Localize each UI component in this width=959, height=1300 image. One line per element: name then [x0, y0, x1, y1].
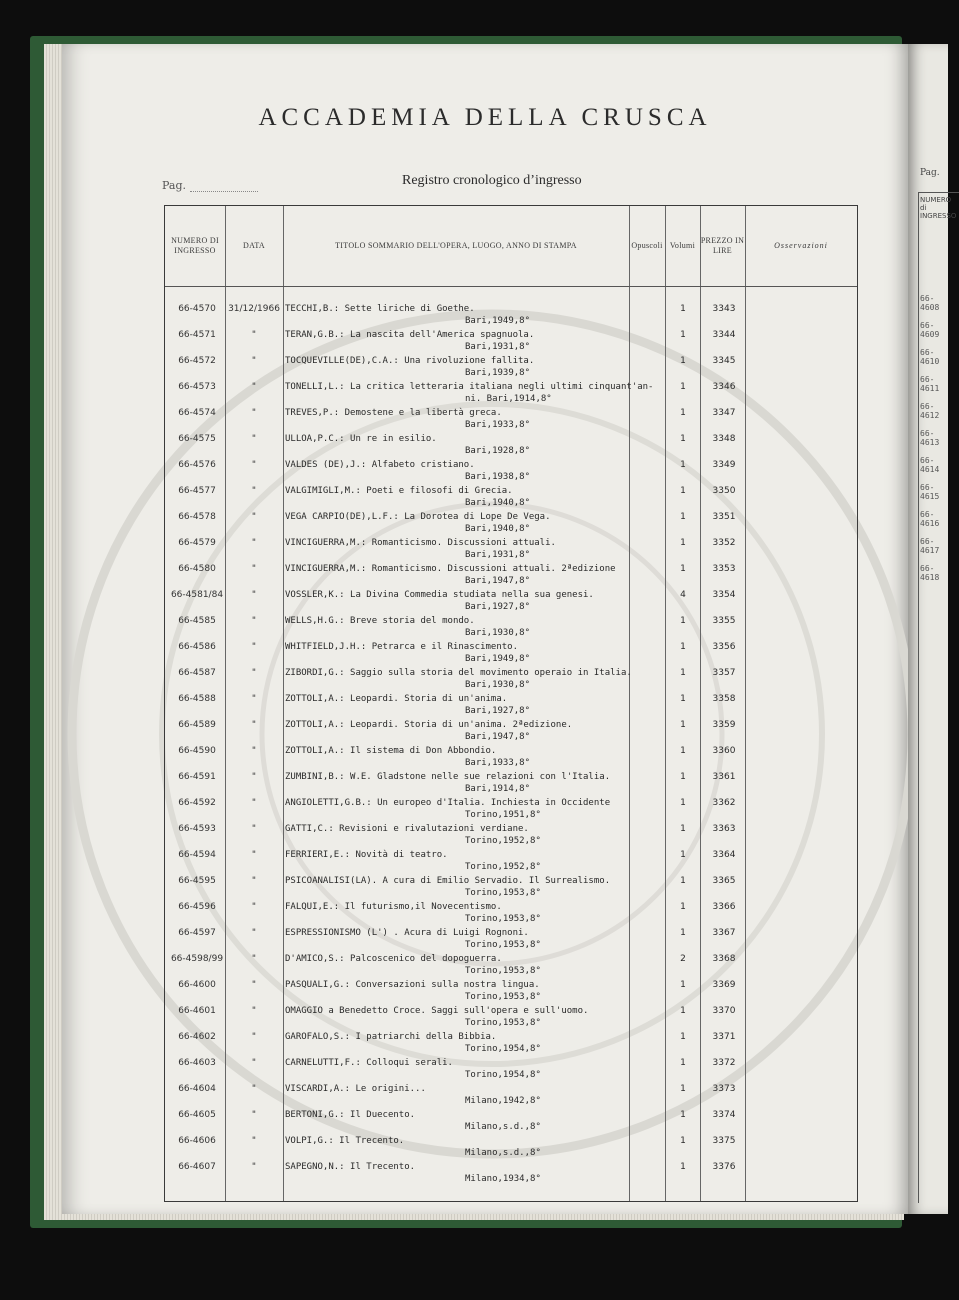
next-page-row: 66-4617: [920, 537, 940, 555]
ledger-table: [164, 205, 858, 1202]
entry-place-year: Bari,1931,8°: [465, 342, 531, 352]
entry-date: ": [251, 694, 257, 704]
entry-date: ": [251, 1058, 257, 1068]
entry-price: 3374: [712, 1110, 736, 1120]
col-header-osservazioni: Osservazioni: [774, 241, 828, 250]
entry-price: 3360: [712, 746, 736, 756]
entry-date: ": [251, 564, 257, 574]
entry-place-year: Torino,1953,8°: [465, 1018, 541, 1028]
entry-title: OMAGGIO a Benedetto Croce. Saggi sull'opera e sull'uomo.: [285, 1006, 589, 1016]
table-row: [165, 1058, 857, 1084]
table-row: [165, 460, 857, 486]
entry-number: 66-4596: [178, 902, 216, 912]
entry-volumes: 1: [680, 720, 686, 730]
entry-title: FERRIERI,E.: Novità di teatro.: [285, 850, 448, 860]
entry-price: 3366: [712, 902, 736, 912]
table-row: [165, 1032, 857, 1058]
entry-date: ": [251, 590, 257, 600]
entry-title: VALGIMIGLI,M.: Poeti e filosofi di Grecia.: [285, 486, 513, 496]
entry-place-year: Torino,1952,8°: [465, 862, 541, 872]
next-page-row: 66-4608: [920, 294, 940, 312]
entry-volumes: 1: [680, 824, 686, 834]
entry-place-year: Bari,1914,8°: [465, 784, 531, 794]
table-row: [165, 824, 857, 850]
entry-date: ": [251, 876, 257, 886]
entry-place-year: Bari,1927,8°: [465, 706, 531, 716]
entry-number: 66-4594: [178, 850, 216, 860]
entry-number: 66-4573: [178, 382, 216, 392]
next-page-row: 66-4614: [920, 456, 940, 474]
entry-number: 66-4588: [178, 694, 216, 704]
entry-number: 66-4592: [178, 798, 216, 808]
table-row: [165, 1162, 857, 1188]
entry-title: TERAN,G.B.: La nascita dell'America spagnuola.: [285, 330, 535, 340]
entry-date: ": [251, 1006, 257, 1016]
entry-date: ": [251, 408, 257, 418]
entry-title: CARNELUTTI,F.: Colloqui serali.: [285, 1058, 453, 1068]
next-page-edge: [908, 44, 957, 1214]
table-row: [165, 980, 857, 1006]
col-header-prezzo: PREZZO IN LIRE: [700, 236, 745, 255]
entry-price: 3365: [712, 876, 736, 886]
entry-place-year: Bari,1931,8°: [465, 550, 531, 560]
entry-title: WHITFIELD,J.H.: Petrarca e il Rinascimento.: [285, 642, 518, 652]
table-row: [165, 928, 857, 954]
entry-volumes: 1: [680, 850, 686, 860]
col-header-data: DATA: [243, 241, 265, 250]
entry-date: ": [251, 512, 257, 522]
entry-date: ": [251, 668, 257, 678]
col-header-numero: NUMERO DI INGRESSO: [171, 236, 219, 255]
entry-number: 66-4589: [178, 720, 216, 730]
table-row: [165, 512, 857, 538]
entry-title: GATTI,C.: Revisioni e rivalutazioni verdiane.: [285, 824, 529, 834]
entry-title: VISCARDI,A.: Le origini...: [285, 1084, 426, 1094]
entry-place-year: Bari,1939,8°: [465, 368, 531, 378]
entry-title: ANGIOLETTI,G.B.: Un europeo d'Italia. Inchiesta in Occidente: [285, 798, 611, 808]
entry-date: ": [251, 1110, 257, 1120]
entry-number: 66-4591: [178, 772, 216, 782]
entry-title: ZOTTOLI,A.: Leopardi. Storia di un'anima.: [285, 694, 508, 704]
entry-price: 3344: [712, 330, 736, 340]
entry-title: ZIBORDI,G.: Saggio sulla storia del movimento operaio in Italia.: [285, 668, 632, 678]
entry-price: 3376: [712, 1162, 736, 1172]
next-page-row: 66-4609: [920, 321, 940, 339]
entry-volumes: 1: [680, 772, 686, 782]
entry-title: WELLS,H.G.: Breve storia del mondo.: [285, 616, 475, 626]
entry-volumes: 2: [680, 954, 686, 964]
entry-place-year: Torino,1952,8°: [465, 836, 541, 846]
entry-date: ": [251, 1162, 257, 1172]
entry-place-year: Bari,1928,8°: [465, 446, 531, 456]
entry-date: ": [251, 1084, 257, 1094]
entry-title: ZOTTOLI,A.: Il sistema di Don Abbondio.: [285, 746, 497, 756]
next-page-row: 66-4611: [920, 375, 940, 393]
entry-price: 3355: [712, 616, 736, 626]
col-header-opuscoli: Opuscoli: [631, 241, 663, 250]
entry-price: 3352: [712, 538, 736, 548]
entry-title: ESPRESSIONISMO (L') . Acura di Luigi Rognoni.: [285, 928, 529, 938]
entry-title: ULLOA,P.C.: Un re in esilio.: [285, 434, 437, 444]
entry-place-year: Torino,1953,8°: [465, 914, 541, 924]
entry-number: 66-4576: [178, 460, 216, 470]
entry-price: 3362: [712, 798, 736, 808]
entry-price: 3351: [712, 512, 736, 522]
entry-date: ": [251, 720, 257, 730]
entry-title: ZUMBINI,B.: W.E. Gladstone nelle sue relazioni con l'Italia.: [285, 772, 611, 782]
entry-date: ": [251, 928, 257, 938]
table-row: [165, 1136, 857, 1162]
ledger-page: [62, 44, 908, 1214]
table-row: [165, 356, 857, 382]
table-row: [165, 1006, 857, 1032]
entry-number: 66-4595: [178, 876, 216, 886]
entry-title: PSICOANALISI(LA). A cura di Emilio Servadio. Il Surrealismo.: [285, 876, 611, 886]
register-title: Registro cronologico d’ingresso: [402, 173, 582, 188]
entry-number: 66-4571: [178, 330, 216, 340]
table-row: [165, 616, 857, 642]
entry-place-year: Milano,1934,8°: [465, 1174, 541, 1184]
entry-title: TREVES,P.: Demostene e la libertà greca.: [285, 408, 502, 418]
entry-price: 3357: [712, 668, 736, 678]
entry-number: 66-4578: [178, 512, 216, 522]
entry-place-year: Milano,s.d.,8°: [465, 1122, 541, 1132]
entry-number: 66-4587: [178, 668, 216, 678]
table-row: [165, 694, 857, 720]
academy-title: ACCADEMIA DELLA CRUSCA: [258, 104, 712, 131]
entry-title: FALQUI,E.: Il futurismo,il Novecentismo.: [285, 902, 502, 912]
entry-place-year: Torino,1954,8°: [465, 1044, 541, 1054]
entry-volumes: 1: [680, 876, 686, 886]
entry-date: ": [251, 746, 257, 756]
entry-number: 66-4598/99: [170, 954, 224, 964]
entry-price: 3359: [712, 720, 736, 730]
entry-volumes: 1: [680, 1006, 686, 1016]
entry-volumes: 1: [680, 538, 686, 548]
entry-title: TONELLI,L.: La critica letteraria italiana negli ultimi cinquant'an-: [285, 382, 654, 392]
table-row: [165, 538, 857, 564]
entry-place-year: Bari,1940,8°: [465, 524, 531, 534]
entry-title: VALDES (DE),J.: Alfabeto cristiano.: [285, 460, 475, 470]
entry-date: ": [251, 434, 257, 444]
entry-price: 3346: [712, 382, 736, 392]
entry-title: VINCIGUERRA,M.: Romanticismo. Discussioni attuali. 2ªedizione: [285, 564, 616, 574]
next-page-number-label: Pag.: [920, 168, 940, 178]
table-row: [165, 304, 857, 330]
col-header-titolo: TITOLO SOMMARIO DELL'OPERA, LUOGO, ANNO DI STAMPA: [335, 241, 577, 250]
entry-volumes: 1: [680, 512, 686, 522]
entry-place-year: Bari,1947,8°: [465, 732, 531, 742]
entry-place-year: Bari,1940,8°: [465, 498, 531, 508]
table-row: [165, 876, 857, 902]
entry-place-year: Bari,1933,8°: [465, 420, 531, 430]
entry-date: ": [251, 382, 257, 392]
entry-price: 3370: [712, 1006, 736, 1016]
entry-date: ": [251, 980, 257, 990]
entry-price: 3345: [712, 356, 736, 366]
entry-price: 3348: [712, 434, 736, 444]
entry-volumes: 1: [680, 980, 686, 990]
entry-volumes: 1: [680, 356, 686, 366]
entry-price: 3368: [712, 954, 736, 964]
table-row: [165, 1110, 857, 1136]
entry-title: BERTONI,G.: Il Duecento.: [285, 1110, 416, 1120]
table-row: [165, 720, 857, 746]
page-number-blank: [190, 191, 258, 192]
entry-volumes: 1: [680, 1136, 686, 1146]
entry-number: 66-4585: [178, 616, 216, 626]
entry-place-year: Bari,1927,8°: [465, 602, 531, 612]
entry-number: 66-4600: [178, 980, 216, 990]
entry-price: 3361: [712, 772, 736, 782]
entry-price: 3367: [712, 928, 736, 938]
entry-volumes: 1: [680, 642, 686, 652]
entry-volumes: 1: [680, 668, 686, 678]
entry-volumes: 1: [680, 564, 686, 574]
entry-volumes: 1: [680, 902, 686, 912]
next-page-table: [918, 192, 959, 1203]
entry-number: 66-4606: [178, 1136, 216, 1146]
entry-number: 66-4570: [178, 304, 216, 314]
entry-volumes: 1: [680, 1032, 686, 1042]
table-row: [165, 902, 857, 928]
entry-place-year: Bari,1949,8°: [465, 654, 531, 664]
entry-volumes: 1: [680, 1084, 686, 1094]
entry-title: ZOTTOLI,A.: Leopardi. Storia di un'anima. 2ªedizione.: [285, 720, 573, 730]
entry-number: 66-4601: [178, 1006, 216, 1016]
entry-volumes: 4: [680, 590, 686, 600]
entry-date: ": [251, 616, 257, 626]
header-rule: [165, 286, 857, 287]
entry-place-year: Torino,1954,8°: [465, 1070, 541, 1080]
entry-date: ": [251, 486, 257, 496]
entry-place-year: Bari,1938,8°: [465, 472, 531, 482]
entry-title: VOSSLER,K.: La Divina Commedia studiata nella sua genesi.: [285, 590, 594, 600]
entry-place-year: Bari,1949,8°: [465, 316, 531, 326]
entry-price: 3343: [712, 304, 736, 314]
entry-volumes: 1: [680, 798, 686, 808]
table-row: [165, 564, 857, 590]
entry-date: ": [251, 642, 257, 652]
entry-price: 3372: [712, 1058, 736, 1068]
entry-price: 3353: [712, 564, 736, 574]
table-row: [165, 798, 857, 824]
entry-number: 66-4604: [178, 1084, 216, 1094]
entry-date: 31/12/1966: [228, 304, 280, 314]
entry-place-year: Torino,1951,8°: [465, 810, 541, 820]
table-row: [165, 382, 857, 408]
entry-title: SAPEGNO,N.: Il Trecento.: [285, 1162, 416, 1172]
entry-price: 3347: [712, 408, 736, 418]
entry-place-year: Bari,1930,8°: [465, 680, 531, 690]
col-header-volumi: Volumi: [669, 241, 696, 250]
table-row: [165, 772, 857, 798]
next-page-row: 66-4610: [920, 348, 940, 366]
entry-date: ": [251, 1032, 257, 1042]
entry-title: VOLPI,G.: Il Trecento.: [285, 1136, 405, 1146]
next-page-row: 66-4612: [920, 402, 940, 420]
entry-volumes: 1: [680, 616, 686, 626]
entry-title: PASQUALI,G.: Conversazioni sulla nostra lingua.: [285, 980, 540, 990]
entry-place-year: Torino,1953,8°: [465, 966, 541, 976]
entry-date: ": [251, 1136, 257, 1146]
entry-place-year: Bari,1933,8°: [465, 758, 531, 768]
entry-title: VINCIGUERRA,M.: Romanticismo. Discussioni attuali.: [285, 538, 556, 548]
entry-place-year: Bari,1930,8°: [465, 628, 531, 638]
entry-volumes: 1: [680, 408, 686, 418]
entry-date: ": [251, 356, 257, 366]
entry-title: D'AMICO,S.: Palcoscenico del dopoguerra.: [285, 954, 502, 964]
entry-date: ": [251, 824, 257, 834]
table-row: [165, 486, 857, 512]
entry-date: ": [251, 954, 257, 964]
table-row: [165, 1084, 857, 1110]
entry-volumes: 1: [680, 1058, 686, 1068]
entry-price: 3369: [712, 980, 736, 990]
entry-title: GAROFALO,S.: I patriarchi della Bibbia.: [285, 1032, 497, 1042]
entry-price: 3349: [712, 460, 736, 470]
table-row: [165, 850, 857, 876]
entry-date: ": [251, 538, 257, 548]
entry-title: TOCQUEVILLE(DE),C.A.: Una rivoluzione fallita.: [285, 356, 535, 366]
entry-title: TECCHI,B.: Sette liriche di Goethe.: [285, 304, 475, 314]
entry-volumes: 1: [680, 486, 686, 496]
entry-place-year: Bari,1947,8°: [465, 576, 531, 586]
entry-volumes: 1: [680, 1162, 686, 1172]
entry-date: ": [251, 798, 257, 808]
entry-number: 66-4603: [178, 1058, 216, 1068]
entry-place-year: Torino,1953,8°: [465, 940, 541, 950]
entry-number: 66-4602: [178, 1032, 216, 1042]
next-page-row: 66-4615: [920, 483, 940, 501]
entry-volumes: 1: [680, 746, 686, 756]
entry-date: ": [251, 850, 257, 860]
table-row: [165, 590, 857, 616]
entry-number: 66-4607: [178, 1162, 216, 1172]
entry-title: VEGA CARPIO(DE),L.F.: La Dorotea di Lope De Vega.: [285, 512, 551, 522]
entry-number: 66-4579: [178, 538, 216, 548]
entry-place-year: Torino,1953,8°: [465, 992, 541, 1002]
table-row: [165, 330, 857, 356]
entry-date: ": [251, 460, 257, 470]
entry-number: 66-4597: [178, 928, 216, 938]
entry-number: 66-4593: [178, 824, 216, 834]
entry-price: 3356: [712, 642, 736, 652]
page-number-label: Pag.: [162, 179, 187, 192]
entry-place-year: Milano,1942,8°: [465, 1096, 541, 1106]
entry-volumes: 1: [680, 460, 686, 470]
entry-volumes: 1: [680, 382, 686, 392]
next-page-row: 66-4616: [920, 510, 940, 528]
entry-number: 66-4572: [178, 356, 216, 366]
entry-number: 66-4580: [178, 564, 216, 574]
next-page-row: 66-4613: [920, 429, 940, 447]
entry-number: 66-4605: [178, 1110, 216, 1120]
table-row: [165, 408, 857, 434]
entry-number: 66-4575: [178, 434, 216, 444]
entry-number: 66-4574: [178, 408, 216, 418]
entry-number: 66-4577: [178, 486, 216, 496]
entry-price: 3354: [712, 590, 736, 600]
entry-volumes: 1: [680, 928, 686, 938]
entry-volumes: 1: [680, 330, 686, 340]
entry-place-year: Milano,s.d.,8°: [465, 1148, 541, 1158]
entry-price: 3364: [712, 850, 736, 860]
entry-price: 3375: [712, 1136, 736, 1146]
entry-date: ": [251, 772, 257, 782]
table-row: [165, 642, 857, 668]
entry-price: 3371: [712, 1032, 736, 1042]
entry-price: 3350: [712, 486, 736, 496]
table-row: [165, 668, 857, 694]
entry-price: 3358: [712, 694, 736, 704]
next-page-row: 66-4618: [920, 564, 940, 582]
entry-volumes: 1: [680, 1110, 686, 1120]
entry-volumes: 1: [680, 694, 686, 704]
entry-date: ": [251, 902, 257, 912]
table-row: [165, 434, 857, 460]
table-row: [165, 746, 857, 772]
entry-number: 66-4581/84: [170, 590, 224, 600]
table-row: [165, 954, 857, 980]
entry-place-year: Torino,1953,8°: [465, 888, 541, 898]
entry-place-year: ni. Bari,1914,8°: [465, 394, 552, 404]
entry-number: 66-4586: [178, 642, 216, 652]
entry-date: ": [251, 330, 257, 340]
entry-price: 3363: [712, 824, 736, 834]
entry-price: 3373: [712, 1084, 736, 1094]
entry-volumes: 1: [680, 434, 686, 444]
entry-volumes: 1: [680, 304, 686, 314]
next-page-col-header: NUMERO di INGRESSO: [920, 196, 957, 220]
entry-number: 66-4590: [178, 746, 216, 756]
